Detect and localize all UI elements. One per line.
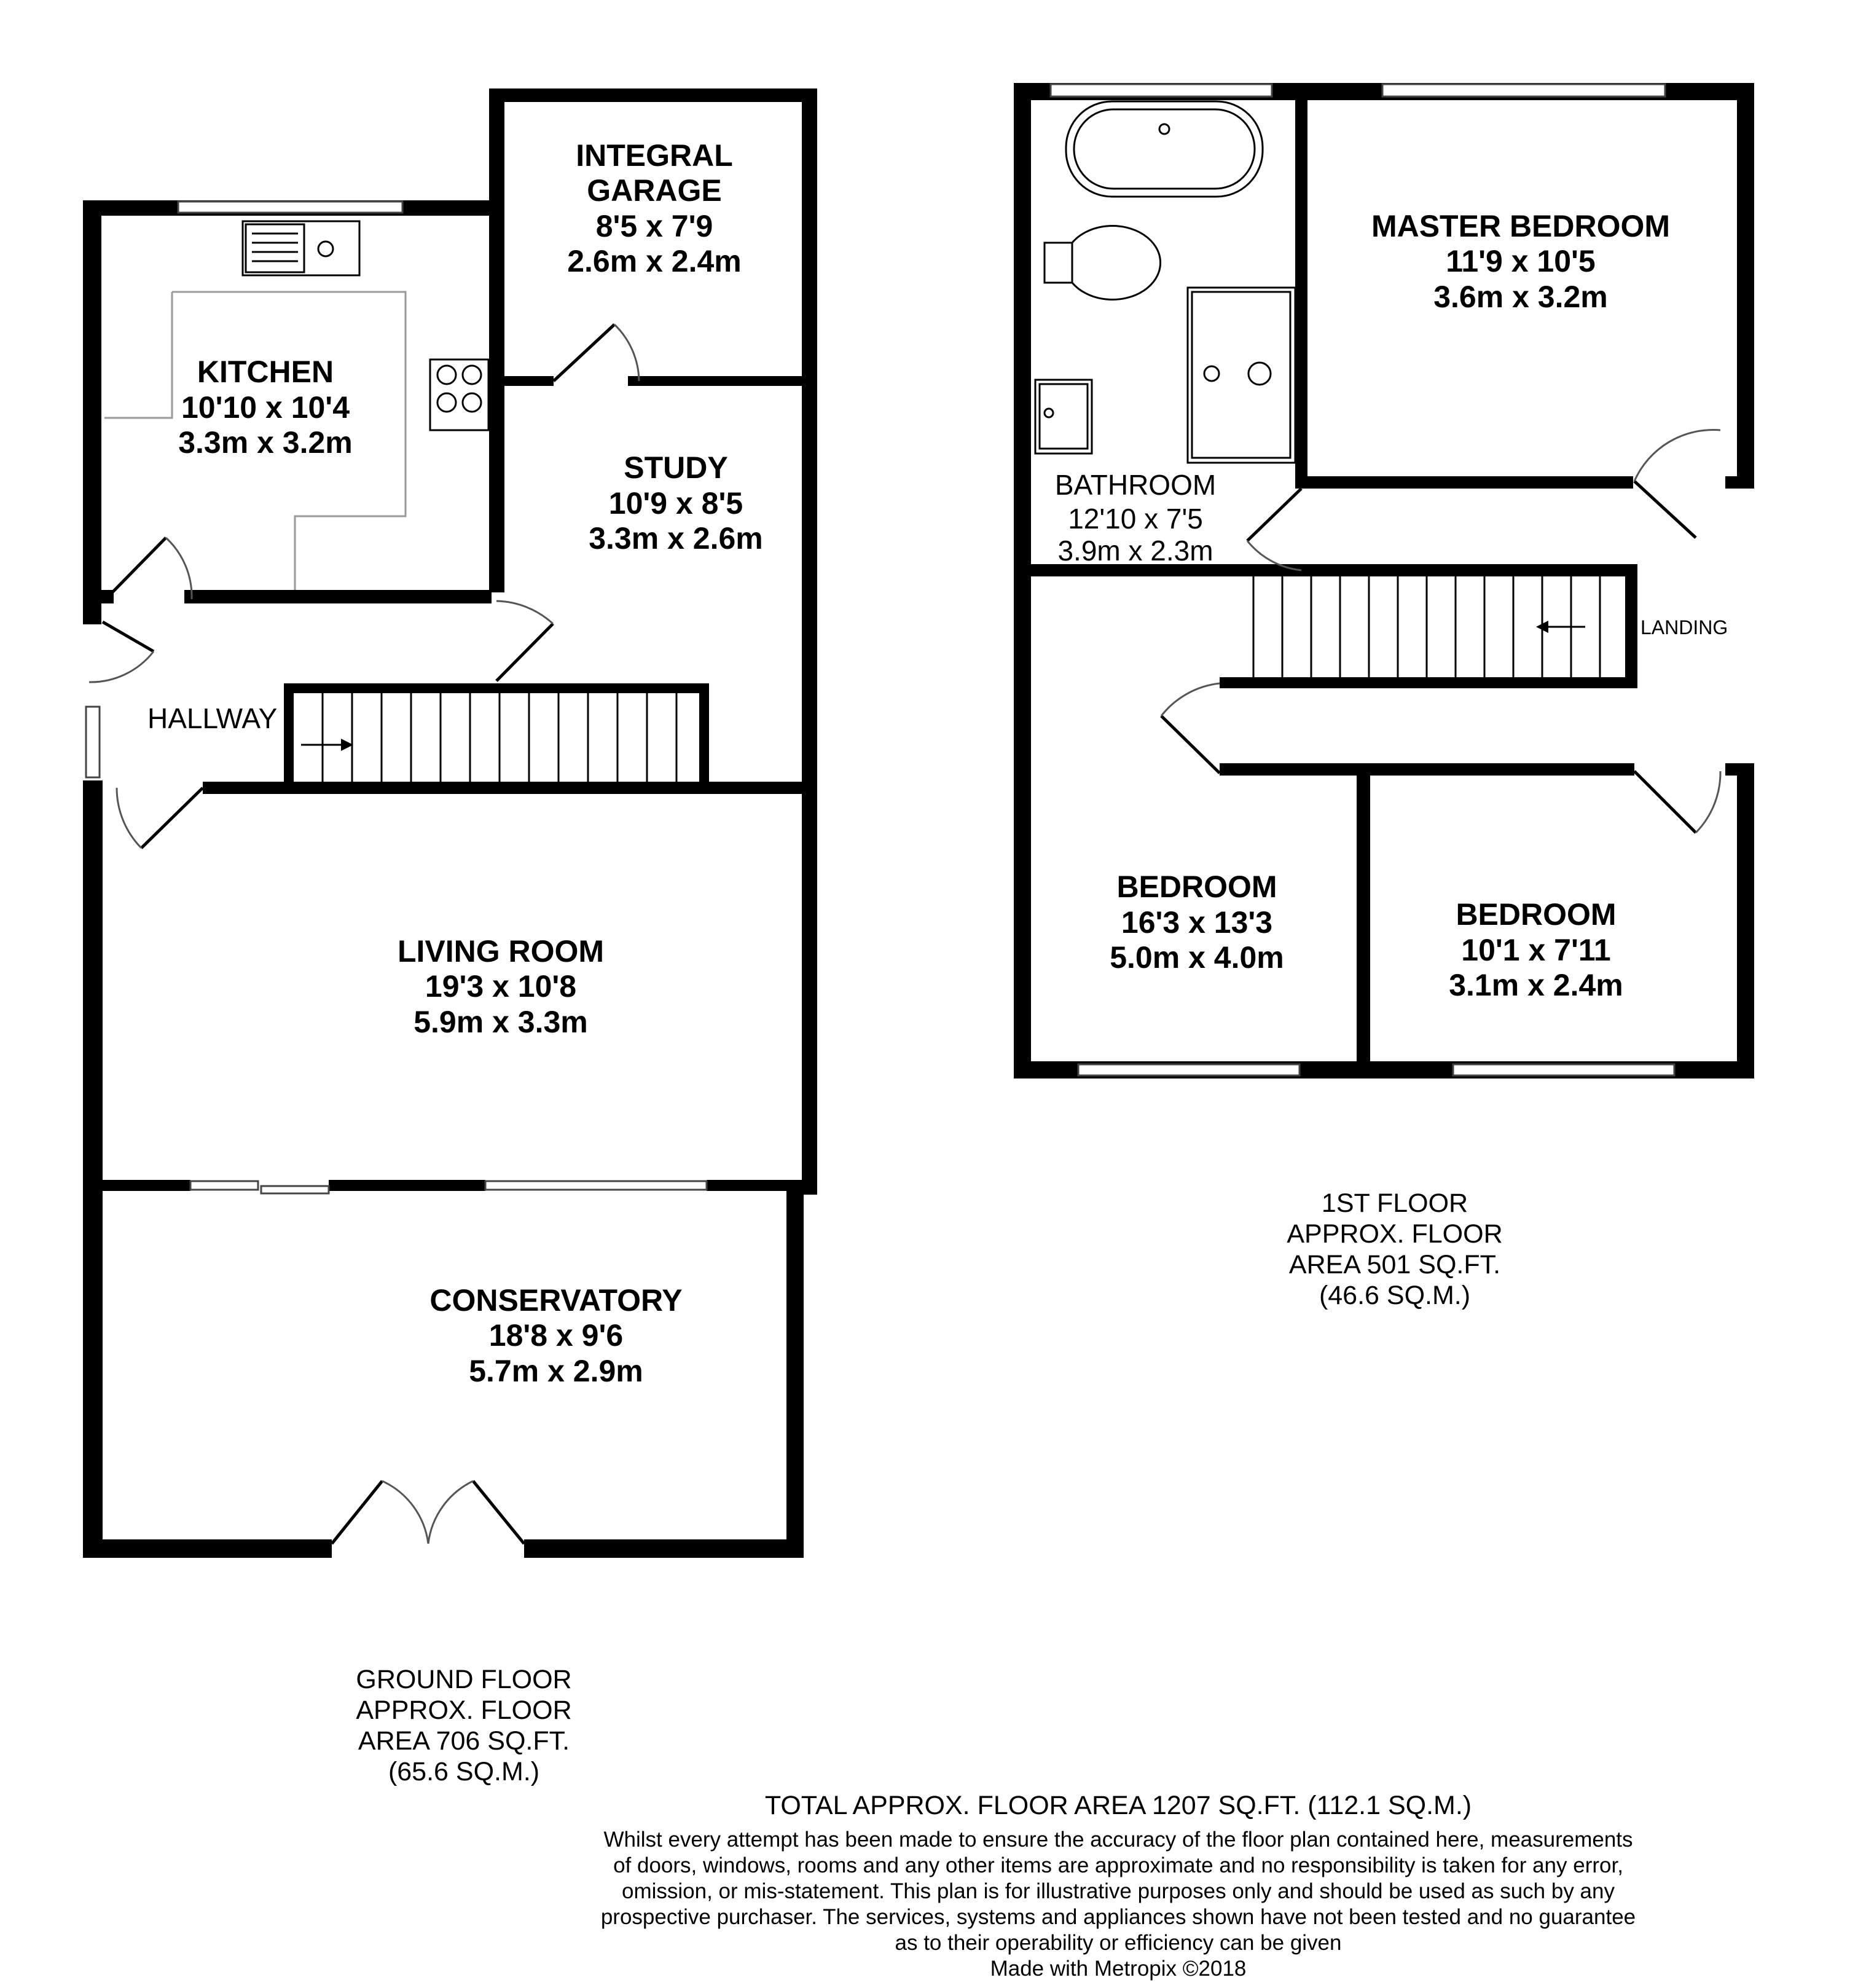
- room-size-metric: 3.6m x 3.2m: [1433, 280, 1608, 314]
- room-size-metric: 3.9m x 2.3m: [1057, 535, 1213, 567]
- room-name: INTEGRAL: [576, 138, 733, 173]
- room-name: HALLWAY: [147, 702, 278, 734]
- credit: Made with Metropix ©2018: [990, 1957, 1247, 1981]
- room-size-metric: 3.3m x 3.2m: [178, 425, 353, 460]
- ground-floor-area: [356, 1665, 571, 1786]
- total-area: TOTAL APPROX. FLOOR AREA 1207 SQ.FT. (112.1 SQ.M.): [764, 1791, 1472, 1820]
- room-name: CONSERVATORY: [429, 1283, 683, 1318]
- room-size-metric: 3.3m x 2.6m: [589, 521, 763, 556]
- disclaimer-line: Whilst every attempt has been made to ensure the accuracy of the floor plan contained here, measurements: [603, 1828, 1633, 1852]
- room-name: BATHROOM: [1054, 469, 1217, 501]
- room-name: STUDY: [624, 450, 728, 485]
- room-size-metric: 5.0m x 4.0m: [1110, 940, 1284, 975]
- room-name: MASTER BEDROOM: [1371, 209, 1671, 243]
- disclaimer-line: prospective purchaser. The services, systems and appliances shown have not been tested and no guarantee: [600, 1905, 1636, 1929]
- first-floor-stairs: [1220, 564, 1637, 688]
- ground-floor-walls: [83, 88, 817, 1558]
- room-name: KITCHEN: [197, 355, 334, 389]
- area-line: AREA 706 SQ.FT.: [358, 1726, 570, 1756]
- area-line: APPROX. FLOOR: [1287, 1219, 1503, 1249]
- ground-floor-plan: [83, 88, 817, 1558]
- room-size-imperial: 10'10 x 10'4: [181, 390, 350, 425]
- room-size-metric: 3.1m x 2.4m: [1449, 968, 1623, 1002]
- room-size-imperial: 12'10 x 7'5: [1068, 503, 1203, 535]
- room-size-imperial: 8'5 x 7'9: [595, 209, 713, 243]
- room-name: BEDROOM: [1116, 870, 1277, 904]
- ground-floor-windows: [178, 202, 707, 1193]
- disclaimer-line: omission, or mis-statement. This plan is for illustrative purposes only and should be used as such by any: [622, 1879, 1615, 1903]
- room-size-imperial: 11'9 x 10'5: [1446, 244, 1596, 278]
- room-size-imperial: 10'9 x 8'5: [608, 486, 743, 521]
- room-name: LANDING: [1640, 616, 1728, 638]
- area-line: APPROX. FLOOR: [356, 1695, 572, 1725]
- area-line: 1ST FLOOR: [1321, 1188, 1468, 1218]
- room-size-metric: 5.7m x 2.9m: [469, 1354, 643, 1388]
- disclaimer-line: of doors, windows, rooms and any other items are approximate and no responsibility is taken for any error,: [613, 1853, 1623, 1877]
- room-size-imperial: 18'8 x 9'6: [488, 1318, 624, 1353]
- area-line: (65.6 SQ.M.): [388, 1757, 540, 1786]
- room-size-metric: 5.9m x 3.3m: [414, 1005, 588, 1039]
- area-line: AREA 501 SQ.FT.: [1288, 1250, 1501, 1279]
- room-size-imperial: 16'3 x 13'3: [1121, 905, 1273, 940]
- area-line: GROUND FLOOR: [356, 1665, 572, 1694]
- disclaimer-line: as to their operability or efficiency can be given: [895, 1931, 1342, 1955]
- room-size-imperial: 19'3 x 10'8: [425, 969, 577, 1004]
- bathroom-fixtures: [1035, 101, 1295, 463]
- room-name: BEDROOM: [1456, 897, 1617, 932]
- footer: [601, 1791, 1636, 1981]
- ground-floor-stairs: [284, 683, 709, 785]
- room-name: LIVING ROOM: [397, 934, 605, 968]
- room-size-imperial: 10'1 x 7'11: [1461, 933, 1611, 967]
- room-size-metric: 2.6m x 2.4m: [567, 244, 742, 278]
- room-name: GARAGE: [587, 173, 722, 208]
- area-line: (46.6 SQ.M.): [1319, 1281, 1471, 1310]
- first-floor-area: [1287, 1188, 1502, 1310]
